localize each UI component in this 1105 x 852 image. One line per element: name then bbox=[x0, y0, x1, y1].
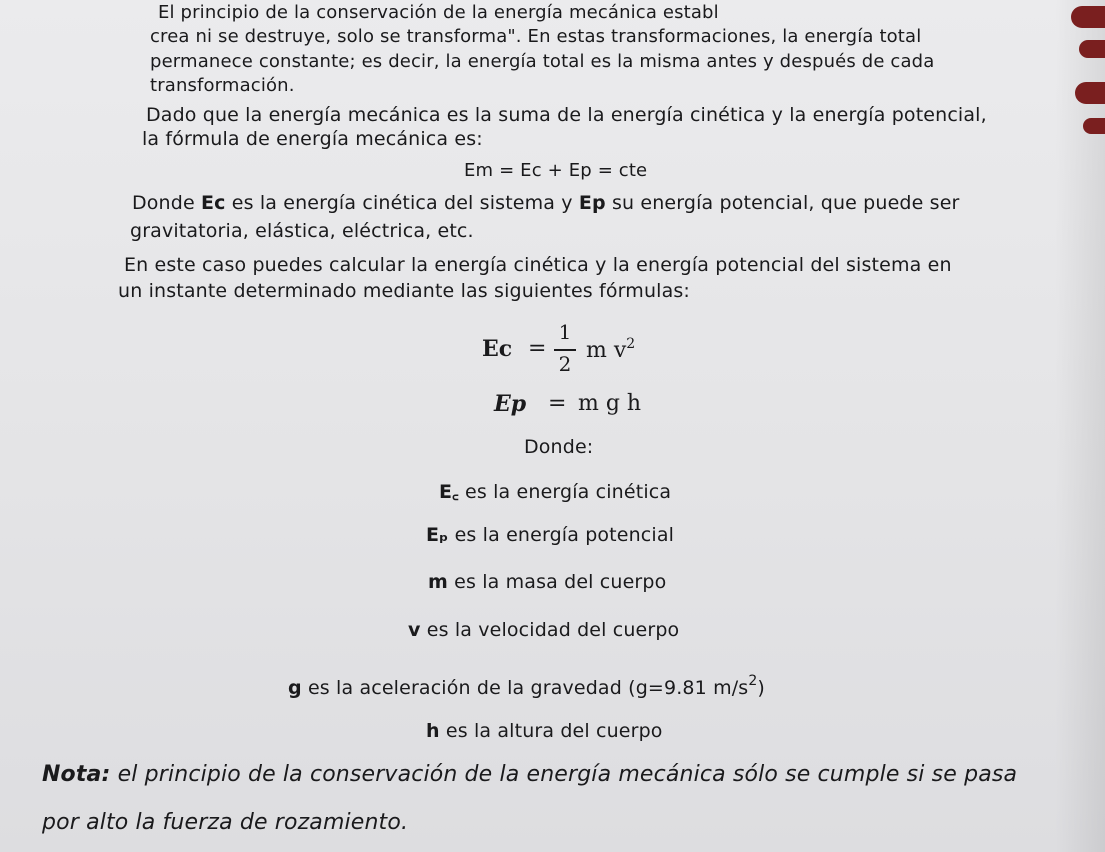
ec-formula-numerator: 1 bbox=[558, 320, 572, 344]
ep-formula-lhs: Ep bbox=[494, 391, 527, 417]
def-v-text: es la velocidad del cuerpo bbox=[420, 619, 680, 641]
donde-label: Donde: bbox=[524, 436, 594, 458]
definition-g bbox=[288, 673, 765, 699]
definition-v bbox=[408, 619, 679, 641]
note-line-1 bbox=[42, 762, 1017, 787]
note-line-2: por alto la fuerza de rozamiento. bbox=[42, 810, 409, 835]
ec-formula-equals: = bbox=[528, 336, 547, 361]
def-g-value: (g=9.81 m/s bbox=[628, 677, 749, 699]
def-g-text: es la aceleración de la gravedad bbox=[301, 677, 629, 699]
def-v-symbol: v bbox=[408, 619, 421, 641]
paragraph-3-line-2: gravitatoria, elástica, eléctrica, etc. bbox=[130, 220, 474, 242]
paragraph-3-text: Donde bbox=[132, 192, 201, 214]
def-m-symbol: m bbox=[428, 571, 448, 593]
def-g-symbol: g bbox=[288, 677, 302, 699]
note-text: el principio de la conservación de la energía mecánica sólo se cumple si se pasa bbox=[110, 762, 1018, 787]
ep-formula-equals: = bbox=[548, 391, 567, 416]
paragraph-1-line-3: permanece constante; es decir, la energía total es la misma antes y después de cada bbox=[150, 51, 935, 72]
ec-formula-denominator: 2 bbox=[558, 352, 572, 376]
paragraph-3-line-1 bbox=[132, 192, 960, 214]
bookmark-ribbon bbox=[1071, 6, 1105, 28]
bookmark-ribbon bbox=[1079, 40, 1105, 58]
ec-formula-mv: m v bbox=[586, 338, 627, 363]
mechanical-energy-formula: Em = Ec + Ep = cte bbox=[464, 160, 648, 181]
note-label: Nota: bbox=[42, 762, 111, 787]
def-ep-text: es la energía potencial bbox=[448, 524, 675, 546]
paragraph-2-line-1: Dado que la energía mecánica es la suma de la energía cinética y la energía potencial, bbox=[146, 104, 987, 126]
def-ep-symbol: Eₚ bbox=[426, 524, 449, 546]
ec-formula-exponent: 2 bbox=[626, 336, 636, 352]
bookmark-ribbon bbox=[1083, 118, 1105, 134]
bookmark-ribbon bbox=[1075, 82, 1105, 104]
paragraph-3-text: su energía potencial, que puede ser bbox=[605, 192, 960, 214]
ep-symbol: Ep bbox=[578, 192, 606, 214]
definition-ec bbox=[439, 478, 671, 504]
definition-h bbox=[426, 720, 663, 742]
def-ec-text: es la energía cinética bbox=[458, 481, 672, 503]
ep-formula-rhs: m g h bbox=[578, 391, 642, 416]
def-m-text: es la masa del cuerpo bbox=[447, 571, 667, 593]
paragraph-1-line-1: El principio de la conservación de la energía mecánica establ bbox=[158, 2, 719, 23]
paragraph-3-text: es la energía cinética del sistema y bbox=[225, 192, 579, 214]
paragraph-2-line-2: la fórmula de energía mecánica es: bbox=[142, 128, 483, 150]
definition-m bbox=[428, 571, 666, 593]
ec-formula-rhs bbox=[586, 336, 635, 363]
ec-symbol: Ec bbox=[201, 192, 226, 214]
paragraph-1-line-2: crea ni se destruye, solo se transforma". En estas transformaciones, la energía total bbox=[150, 26, 922, 47]
def-h-text: es la altura del cuerpo bbox=[439, 720, 663, 742]
def-h-symbol: h bbox=[426, 720, 440, 742]
ec-formula-fraction-bar bbox=[554, 349, 576, 351]
def-g-close: ) bbox=[757, 677, 765, 699]
ec-formula-lhs: Ec bbox=[482, 336, 513, 362]
paragraph-1-line-4: transformación. bbox=[150, 75, 295, 96]
definition-ep bbox=[426, 524, 674, 546]
def-ec-symbol: E꜀ bbox=[439, 481, 459, 503]
paragraph-4-line-1: En este caso puedes calcular la energía cinética y la energía potencial del sistema en bbox=[124, 254, 952, 276]
def-g-exponent: 2 bbox=[748, 673, 758, 689]
paragraph-4-line-2: un instante determinado mediante las siguientes fórmulas: bbox=[118, 280, 690, 302]
